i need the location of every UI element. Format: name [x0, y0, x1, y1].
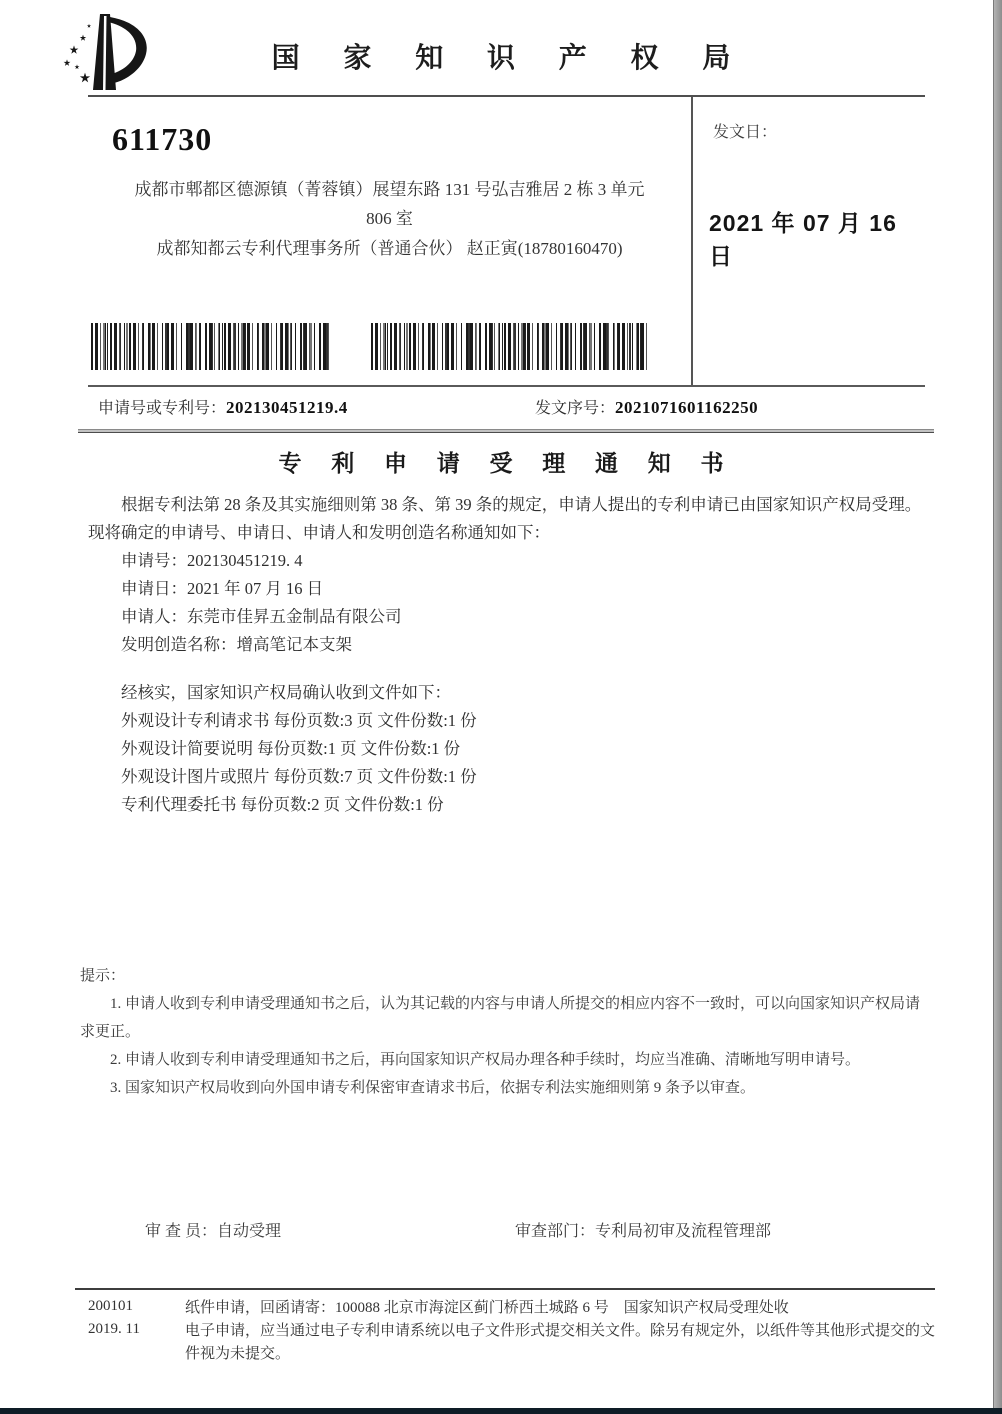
field-application-no: 申请号：202130451219. 4 [121, 551, 303, 570]
recipient-address-line2: 806 室 [366, 209, 413, 228]
received-item: 专利代理委托书 每份页数:2 页 文件份数:1 份 [121, 795, 444, 814]
notice-intro: 根据专利法第 28 条及其实施细则第 38 条、第 39 条的规定，申请人提出的专利申请已由国家知识产权局受理。现将确定的申请号、申请日、申请人和发明创造名称通知如下： [88, 495, 922, 542]
recipient-mail-code: 611730 [112, 121, 213, 157]
received-item: 外观设计简要说明 每份页数:1 页 文件份数:1 份 [121, 739, 461, 758]
reference-row [88, 385, 925, 429]
field-application-date: 申请日：2021 年 07 月 16 日 [121, 579, 324, 598]
serial-number-value: 2021071601162250 [615, 398, 759, 417]
barcode-application [91, 323, 330, 370]
application-number-value: 202130451219.4 [226, 398, 348, 417]
page-edge-shadow-right [993, 0, 1002, 1414]
field-invention-title: 发明创造名称：增高笔记本支架 [121, 635, 352, 654]
field-applicant: 申请人：东莞市佳昇五金制品有限公司 [121, 607, 402, 626]
examiner-group [145, 1218, 281, 1241]
notice-title: 专 利 申 请 受 理 通 知 书 [278, 451, 736, 476]
examiner-value: 自动受理 [217, 1223, 282, 1240]
dispatch-date-cell [691, 97, 925, 385]
serial-number-label: 发文序号： [535, 400, 616, 417]
barcode-serial [371, 323, 651, 370]
recipient-agent-line: 成都知都云专利代理事务所（普通合伙） 赵正寅(18780160470) [156, 239, 623, 258]
notice-body [88, 491, 924, 819]
footer-form-code: 200101 [88, 1298, 133, 1314]
department-label: 审查部门： [515, 1223, 596, 1240]
dispatch-date-value: 2021 年 07 月 16 日 [709, 210, 897, 269]
serial-number-group [535, 395, 758, 418]
received-item: 外观设计图片或照片 每份页数:7 页 文件份数:1 份 [121, 767, 477, 786]
department-value: 专利局初审及流程管理部 [595, 1223, 772, 1240]
tip-item: 3. 国家知识产权局收到向外国申请专利保密审查请求书后，依据专利法实施细则第 9 条予以审查。 [110, 1080, 756, 1096]
recipient-cell [88, 97, 691, 385]
footer-notes [185, 1297, 935, 1366]
department-group [515, 1218, 771, 1241]
section-divider [78, 429, 934, 433]
tip-item: 1. 申请人收到专利申请受理通知书之后，认为其记载的内容与申请人所提交的相应内容不一致时，可以向国家知识产权局请求更正。 [80, 996, 921, 1040]
application-number-label: 申请号或专利号： [98, 400, 227, 417]
page-edge-shadow-bottom [0, 1408, 1002, 1414]
tip-item: 2. 申请人收到专利申请受理通知书之后，再向国家知识产权局办理各种手续时，均应当准确、清晰地写明申请号。 [110, 1052, 861, 1068]
dispatch-date-label: 发文日： [713, 124, 778, 141]
tips-section [80, 962, 928, 1102]
agency-title: 国 家 知 识 产 权 局 [271, 42, 749, 73]
recipient-address-line1: 成都市郫都区德源镇（菁蓉镇）展望东路 131 号弘吉雅居 2 栋 3 单元 [134, 180, 645, 199]
footer-divider [75, 1288, 935, 1290]
tips-label: 提示： [80, 968, 126, 984]
footer-form-version: 2019. 11 [88, 1321, 140, 1337]
received-item: 外观设计专利请求书 每份页数:3 页 文件份数:1 份 [121, 711, 477, 730]
application-number-group [98, 395, 348, 418]
footer-note-paper: 纸件申请，回函请寄：100088 北京市海淀区蓟门桥西土城路 6 号 国家知识产权局受理处收 [185, 1300, 789, 1316]
examiner-label: 审 查 员： [145, 1223, 218, 1240]
received-intro: 经核实，国家知识产权局确认收到文件如下： [121, 683, 451, 702]
footer-note-electronic: 电子申请，应当通过电子专利申请系统以电子文件形式提交相关文件。除另有规定外，以纸件等其他形式提交的文件视为未提交。 [185, 1323, 936, 1362]
recipient-dispatch-table [88, 95, 925, 387]
